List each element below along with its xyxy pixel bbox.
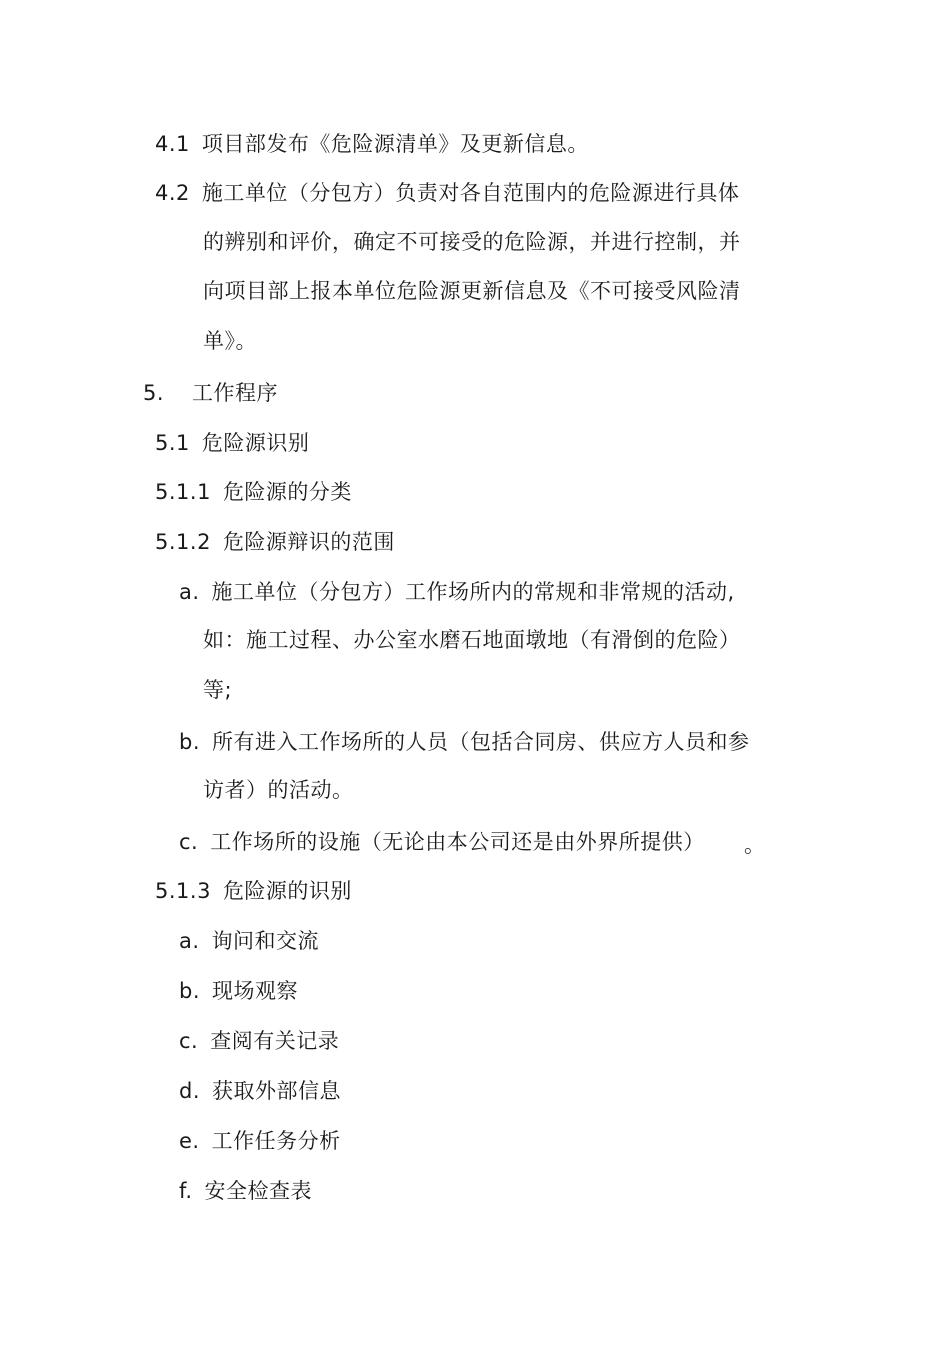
section-heading: 危险源识别 xyxy=(201,431,310,455)
list-item-c xyxy=(179,827,705,857)
section-text: 施工单位（分包方）负责对各自范围内的危险源进行具体 xyxy=(201,181,740,205)
section-5 xyxy=(143,378,278,408)
section-heading: 危险源的分类 xyxy=(222,480,352,504)
list-item-b xyxy=(179,727,750,757)
section-number: 5. xyxy=(143,381,165,405)
list-text: 工作任务分析 xyxy=(211,1129,341,1153)
list-item-b xyxy=(179,976,298,1006)
section-number: 4.1 xyxy=(155,132,190,156)
section-heading: 危险源的识别 xyxy=(222,879,352,903)
list-item-a-line-2 xyxy=(203,625,741,655)
section-4-2-line-3 xyxy=(203,276,741,306)
list-item-a-line-3 xyxy=(203,675,232,705)
section-number: 5.1.1 xyxy=(155,480,211,504)
list-item-b-line-2 xyxy=(203,775,354,805)
list-item-a xyxy=(179,577,735,607)
list-marker: e. xyxy=(179,1129,200,1153)
list-text: 如：施工过程、办公室水磨石地面墩地（有滑倒的危险） xyxy=(203,628,741,652)
list-marker: b. xyxy=(179,979,201,1003)
list-item-c-period: 。 xyxy=(744,833,765,857)
section-4-2-line-4 xyxy=(203,326,257,356)
list-marker: c. xyxy=(179,1029,199,1053)
list-text: 工作场所的设施（无论由本公司还是由外界所提供） xyxy=(210,830,705,854)
list-text: 查阅有关记录 xyxy=(210,1029,340,1053)
section-text: 的辨别和评价，确定不可接受的危险源，并进行控制，并 xyxy=(203,230,741,254)
section-heading: 工作程序 xyxy=(192,381,279,405)
list-marker: a. xyxy=(179,929,200,953)
list-text: 施工单位（分包方）工作场所内的常规和非常规的活动, xyxy=(211,580,735,604)
list-text: 询问和交流 xyxy=(211,929,320,953)
section-number: 5.1 xyxy=(155,431,190,455)
section-5-1-1 xyxy=(155,477,352,507)
section-4-2-line-2 xyxy=(203,227,741,257)
list-text: 访者）的活动。 xyxy=(203,778,354,802)
list-text: 所有进入工作场所的人员（包括合同房、供应方人员和参 xyxy=(212,730,750,754)
list-marker: a. xyxy=(179,580,200,604)
list-marker: f. xyxy=(179,1179,193,1203)
list-text: 安全检查表 xyxy=(204,1179,313,1203)
list-item-d xyxy=(179,1076,341,1106)
section-5-1 xyxy=(155,428,309,458)
section-heading: 危险源辩识的范围 xyxy=(222,530,395,554)
list-text: 获取外部信息 xyxy=(212,1079,342,1103)
section-5-1-3 xyxy=(155,876,352,906)
section-text: 项目部发布《危险源清单》及更新信息。 xyxy=(201,132,589,156)
section-4-2 xyxy=(155,178,739,208)
list-item-e xyxy=(179,1126,341,1156)
section-text: 单》。 xyxy=(203,329,257,353)
list-marker: c. xyxy=(179,830,199,854)
section-5-1-2 xyxy=(155,527,395,557)
section-number: 5.1.3 xyxy=(155,879,211,903)
section-4-1 xyxy=(155,129,589,159)
list-marker: b. xyxy=(179,730,201,754)
list-text: 现场观察 xyxy=(212,979,299,1003)
section-number: 4.2 xyxy=(155,181,190,205)
section-text: 向项目部上报本单位危险源更新信息及《不可接受风险清 xyxy=(203,279,741,303)
list-text: 等; xyxy=(203,678,233,702)
list-item-f xyxy=(179,1176,312,1206)
list-marker: d. xyxy=(179,1079,201,1103)
list-item-a xyxy=(179,926,319,956)
section-number: 5.1.2 xyxy=(155,530,211,554)
list-item-c xyxy=(179,1026,339,1056)
